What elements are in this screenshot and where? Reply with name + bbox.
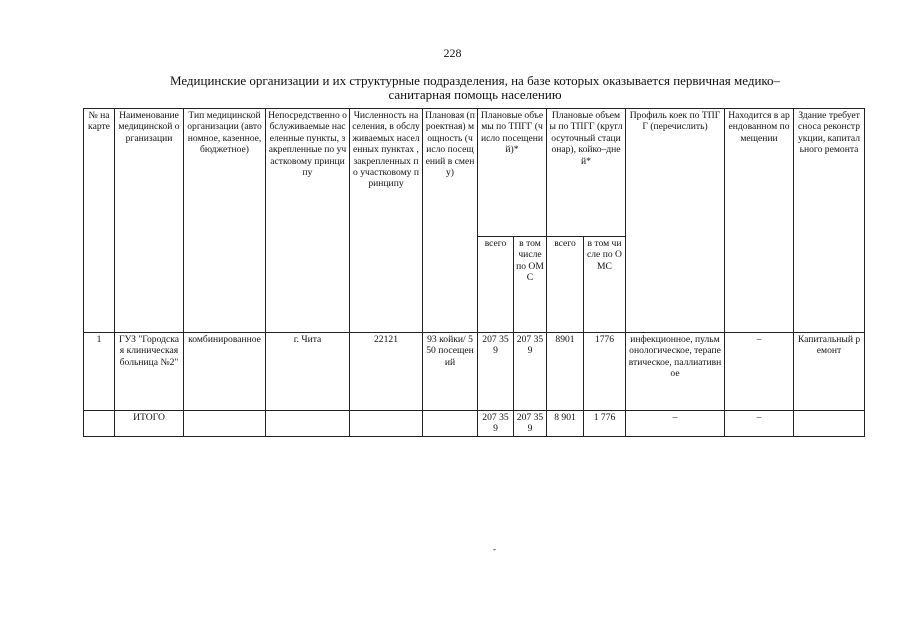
total-empty-repair [794, 411, 865, 437]
cell-org-type: комбинированное [184, 333, 266, 411]
header-org-name: Наименование медицинской организации [115, 109, 184, 333]
header-repair: Здание требует сноса реконструкции, капитального ремонта [794, 109, 865, 333]
header-settlements: Непосредственно обслуживаемые населенные пункты, закрепленные по участковому принципу [266, 109, 350, 333]
cell-population: 22121 [350, 333, 423, 411]
cell-beddays-total: 8901 [547, 333, 584, 411]
cell-visits-oms: 207 359 [514, 333, 547, 411]
title-line-1: Медицинские организации и их структурные подразделения, на базе которых оказывается первичная медико– [169, 73, 781, 88]
cell-settlements: г. Чита [266, 333, 350, 411]
total-empty-settlements [266, 411, 350, 437]
subheader-visits-total: всего [478, 237, 514, 333]
total-visits-oms: 207 359 [514, 411, 547, 437]
stray-mark: - [493, 544, 496, 554]
title-line-2: санитарная помощь населению [388, 87, 562, 102]
total-beddays-total: 8 901 [547, 411, 584, 437]
cell-num: 1 [84, 333, 115, 411]
total-empty-type [184, 411, 266, 437]
total-label: ИТОГО [115, 411, 184, 437]
cell-rented: – [725, 333, 794, 411]
subheader-beddays-total: всего [547, 237, 584, 333]
header-org-type: Тип медицинской организации (автономное, казенное, бюджетное) [184, 109, 266, 333]
header-map-number: № на карте [84, 109, 115, 333]
total-rented: – [725, 411, 794, 437]
cell-bed-profile: инфекционное, пульмонологическое, терапевтическое, паллиативное [626, 333, 725, 411]
total-row [84, 411, 865, 437]
document-title [85, 74, 865, 102]
header-population: Численность населения, в обслуживаемых населенных пунктах , закрепленных по участковому принципу [350, 109, 423, 333]
total-empty-population [350, 411, 423, 437]
table-row [84, 333, 865, 411]
subheader-visits-oms: в том числе по ОМС [514, 237, 547, 333]
cell-org-name: ГУЗ "Городская клиническая больница №2" [115, 333, 184, 411]
header-capacity: Плановая (проектная) мощность (число посещений в смену) [423, 109, 478, 333]
subheader-beddays-oms: в том числе по ОМС [584, 237, 626, 333]
cell-capacity: 93 койки/ 550 посещений [423, 333, 478, 411]
header-planned-visits: Плановые объемы по ТПГГ (число посещений)* [478, 109, 547, 237]
page-number: 228 [443, 46, 462, 60]
total-empty-num [84, 411, 115, 437]
header-planned-beddays: Плановые объемы по ТПГГ (круглосуточный стационар), койко–дней* [547, 109, 626, 237]
header-bed-profile: Профиль коек по ТПГГ (перечислить) [626, 109, 725, 333]
cell-repair: Капитальный ремонт [794, 333, 865, 411]
cell-beddays-oms: 1776 [584, 333, 626, 411]
header-row [84, 109, 865, 237]
total-beddays-oms: 1 776 [584, 411, 626, 437]
cell-visits-total: 207 359 [478, 333, 514, 411]
organizations-table [83, 108, 865, 437]
header-rented: Находится в арендованном помещении [725, 109, 794, 333]
total-bed-profile: – [626, 411, 725, 437]
total-empty-capacity [423, 411, 478, 437]
total-visits-total: 207 359 [478, 411, 514, 437]
